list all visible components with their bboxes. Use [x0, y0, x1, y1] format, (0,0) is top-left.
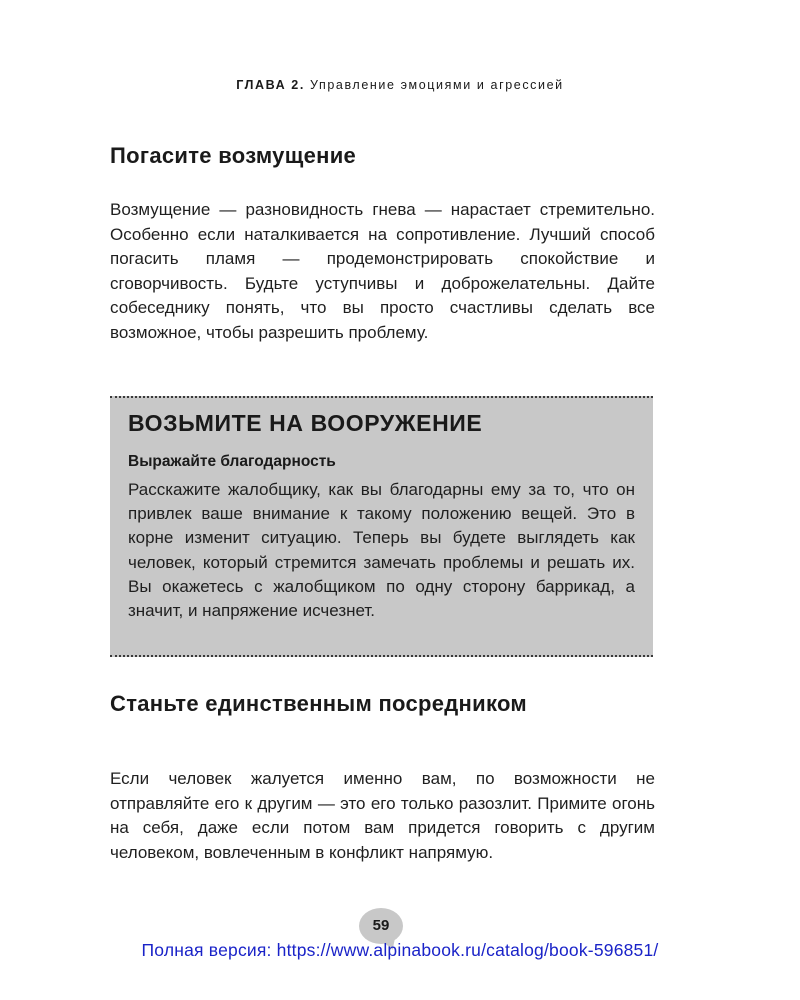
callout-box [110, 396, 653, 657]
callout-heading: ВОЗЬМИТЕ НА ВООРУЖЕНИЕ [128, 410, 483, 436]
page-number: 59 [359, 908, 403, 944]
callout-subheading: Выражайте благодарность [128, 453, 336, 470]
callout-text: Расскажите жалобщику, как вы благодарны ему за то, что он привлек ваше внимание к такому положению вещей. Это в корне изменит ситуацию. Теперь вы будете выглядеть как человек, который стремится замечать проблемы и решать их. Вы окажетесь с жалобщиком по одну сторону баррикад, а значит, и напряжение исчезнет. [128, 480, 635, 621]
section-title-1: Погасите возмущение [110, 143, 357, 168]
section-paragraph-1: Возмущение — разновидность гнева — нарастает стремительно. Особенно если наталкивается на сопротивление. Лучший способ погасить пламя — продемонстрировать спокойствие и сговорчивость. Будьте уступчивы и доброжелательны. Дайте собеседнику понять, что вы просто счастливы сделать все возможное, чтобы разрешить проблему. [110, 200, 655, 342]
section-paragraph-2: Если человек жалуется именно вам, по возможности не отправляйте его к другим — это его только разозлит. Примите огонь на себя, даже если потом вам придется говорить с другим человеком, вовлеченным в конфликт напрямую. [110, 769, 655, 862]
section-title-2: Станьте единственным посредником [110, 691, 528, 716]
full-version-link[interactable]: Полная версия: https://www.alpinabook.ru/catalog/book-596851/ [141, 940, 659, 960]
chapter-title: Управление эмоциями и агрессией [310, 78, 564, 92]
running-header [0, 78, 800, 92]
chapter-label: ГЛАВА 2. [236, 78, 305, 92]
